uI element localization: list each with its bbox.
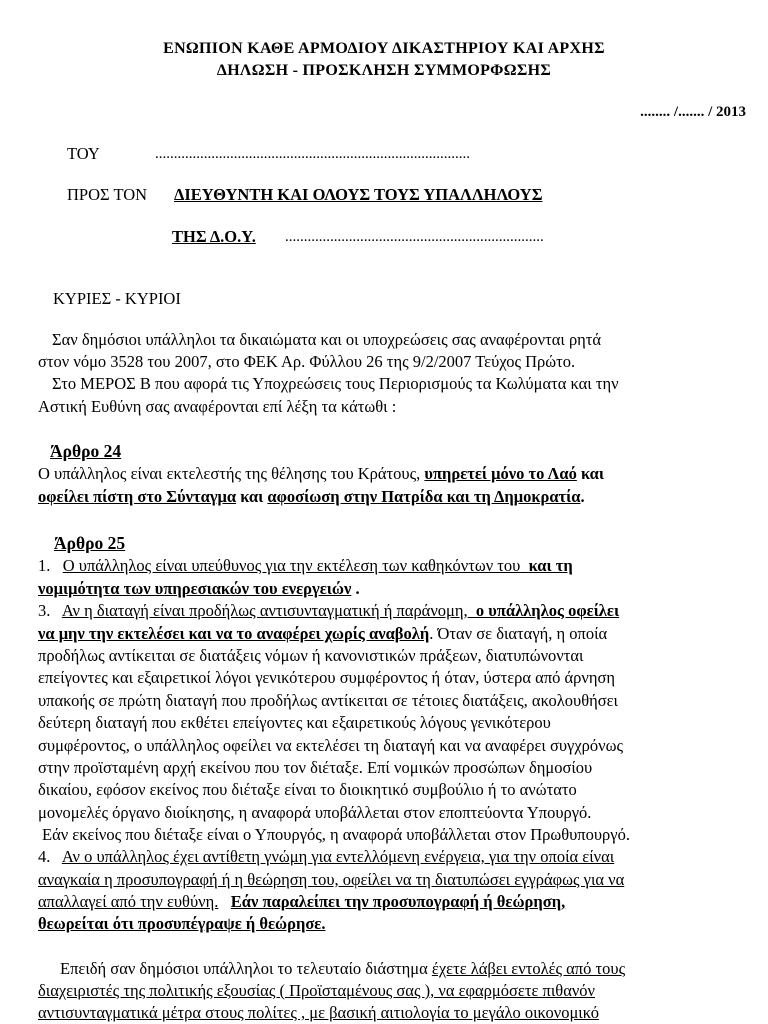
- pros-value: ΔΙΕΥΘΥΝΤΗ ΚΑΙ ΟΛΟΥΣ ΤΟΥΣ ΥΠΑΛΛΗΛΟΥΣ: [174, 185, 543, 204]
- a25-p1-line-2: [38, 578, 360, 600]
- closing-text-2b: , να εφαρμόσετε πιθανόν: [430, 981, 596, 1000]
- a24-bold-2: οφείλει πίστη στο Σύνταγμα: [38, 487, 237, 506]
- pros-label: ΠΡΟΣ ΤΟΝ: [67, 185, 148, 204]
- a24-and-2: και: [240, 487, 264, 506]
- closing-text-2a: διαχειριστές της πολιτικής εξουσίας ( Προϊσταμένους σας ): [38, 981, 431, 1000]
- a25-p3-line-8: στην προϊσταμένη αρχή εκείνου που τον διέταξε. Επί νομικών προσώπων δημοσίου: [38, 758, 593, 777]
- a25-p1-period: .: [351, 579, 360, 598]
- a25-p1-number: 1.: [38, 556, 51, 575]
- date-line: ........ /....... / 2013: [640, 104, 746, 120]
- a25-p3-line-3: προδήλως αντίκειται σε διατάξεις νόμων ή κανονιστικών πράξεων, διατυπώνονται: [38, 646, 584, 665]
- a24-bold-3: αφοσίωση στην Πατρίδα και τη Δημοκρατία: [267, 487, 581, 506]
- a25-p3-text-1: Αν η διαταγή είναι προδήλως αντισυνταγματική ή παράνομη, ο υπάλληλος οφείλει: [61, 601, 620, 620]
- tou-dots: ....................................................................................: [155, 146, 470, 162]
- a25-p4-number: 4.: [38, 847, 51, 866]
- a25-p3-line-10: μονομελές όργανο διοίκησης, η αναφορά υποβάλλεται στον εποπτεύοντα Υπουργό.: [38, 803, 592, 822]
- intro-line-2: στον νόμο 3528 του 2007, στο ΦΕΚ Αρ. Φύλλου 26 της 9/2/2007 Τεύχος Πρώτο.: [38, 352, 576, 371]
- a25-p4-text-1: Αν ο υπάλληλος έχει αντίθετη γνώμη για εντελλόμενη ενέργεια, για την οποία είναι: [61, 847, 615, 866]
- a24-bold-1: υπηρετεί μόνο το Λαό: [424, 464, 577, 483]
- closing-text-1b: έχετε λάβει εντολές από τους: [431, 959, 626, 978]
- a25-p3-line-6: δεύτερη διαταγή που εκθέτει επείγοντες και εξαιρετικούς λόγους γενικότερου: [38, 713, 551, 732]
- article-24-line-1: [38, 463, 604, 485]
- a25-p4-line-3: [38, 891, 565, 913]
- a25-p3-text-2b: . Όταν σε διαταγή, η οποία: [429, 624, 608, 643]
- doy-label: ΤΗΣ Δ.Ο.Υ.: [172, 227, 256, 246]
- tou-label: ΤΟΥ: [67, 144, 100, 163]
- a25-p3-number: 3.: [38, 601, 51, 620]
- a25-p4-line-4: θεωρείται ότι προσυπέγραψε ή θεώρησε.: [38, 914, 326, 933]
- a25-p4-line-2: αναγκαία η προσυπογραφή ή η θεώρηση του, οφείλει να τη διατυπώσει εγγράφως για να: [38, 870, 625, 889]
- a24-text-1: Ο υπάλληλος είναι εκτελεστής της θέλησης του Κράτους,: [38, 464, 421, 483]
- closing-line-1: [60, 958, 625, 980]
- a25-p1-text-2: νομιμότητα των υπηρεσιακών του ενεργειών: [38, 579, 352, 598]
- a25-p4-line-1: [38, 846, 614, 868]
- title-line-1: ΕΝΩΠΙΟΝ ΚΑΘΕ ΑΡΜΟΔΙΟΥ ΔΙΚΑΣΤΗΡΙΟΥ ΚΑΙ ΑΡΧΗΣ: [163, 40, 605, 57]
- title-line-2: ΔΗΛΩΣΗ - ΠΡΟΣΚΛΗΣΗ ΣΥΜΜΟΡΦΩΣΗΣ: [216, 62, 552, 79]
- article-24-line-2: [38, 486, 585, 508]
- intro-line-1: Σαν δημόσιοι υπάλληλοι τα δικαιώματα και οι υποχρεώσεις σας αναφέρονται ρητά: [52, 330, 602, 349]
- a25-p4-text-3b: Εάν παραλείπει την προσυπογραφή ή θεώρηση,: [230, 892, 566, 911]
- a24-period: .: [580, 487, 585, 506]
- closing-line-2: [38, 980, 595, 1002]
- a25-p3-line-5: υπακοής σε πρώτη διαταγή που προδήλως αντίκειται σε τέτοιες διατάξεις, ακολουθήσει: [38, 691, 618, 710]
- a25-p3-text-2: να μην την εκτελέσει και να το αναφέρει χωρίς αναβολή: [38, 624, 430, 643]
- article-25-heading: Άρθρο 25: [54, 533, 126, 553]
- article-24-heading: Άρθρο 24: [50, 441, 122, 461]
- intro-line-3: Στο ΜΕΡΟΣ Β που αφορά τις Υποχρεώσεις τους Περιορισμούς τα Κωλύματα και την: [52, 374, 619, 393]
- a25-p3-line-7: συμφέροντος, ο υπάλληλος οφείλει να εκτελέσει τη διαταγή και να αναφέρει συγχρόνως: [38, 736, 623, 755]
- a25-p3-line-1: [38, 600, 619, 622]
- closing-line-3: αντισυνταγματικά μέτρα στους πολίτες , με βασική αιτιολογία το μεγάλο οικονομικό: [38, 1003, 599, 1022]
- a25-p3-line-9: δικαίου, εφόσον εκείνος που διέταξε είναι το διοικητικό συμβούλιο ή το ανώτατο: [38, 780, 577, 799]
- intro-line-4: Αστική Ευθύνη σας αναφέρονται επί λέξη τα κάτωθι :: [38, 397, 397, 416]
- a25-p1-line-1: [38, 555, 573, 577]
- doy-dots: .....................................................................: [285, 229, 544, 245]
- a25-p3-line-2: [38, 623, 607, 645]
- salutation: ΚΥΡΙΕΣ - ΚΥΡΙΟΙ: [53, 289, 181, 308]
- closing-text-1a: Επειδή σαν δημόσιοι υπάλληλοι το τελευταίο διάστημα: [60, 959, 428, 978]
- a25-p3-line-4: επείγοντες και εξαιρετικοί λόγοι γενικότερου συμφέροντος ή όταν, ύστερα από άρνηση: [38, 668, 616, 687]
- a25-p1-text-1: Ο υπάλληλος είναι υπεύθυνος για την εκτέλεση των καθηκόντων του και τη: [62, 556, 573, 575]
- a24-and-1: και: [580, 464, 604, 483]
- a25-p3-line-11: Εάν εκείνος που διέταξε είναι ο Υπουργός, η αναφορά υποβάλλεται στον Πρωθυπουργό.: [42, 825, 630, 844]
- a25-p4-text-3a: απαλλαγεί από την ευθύνη.: [38, 892, 219, 911]
